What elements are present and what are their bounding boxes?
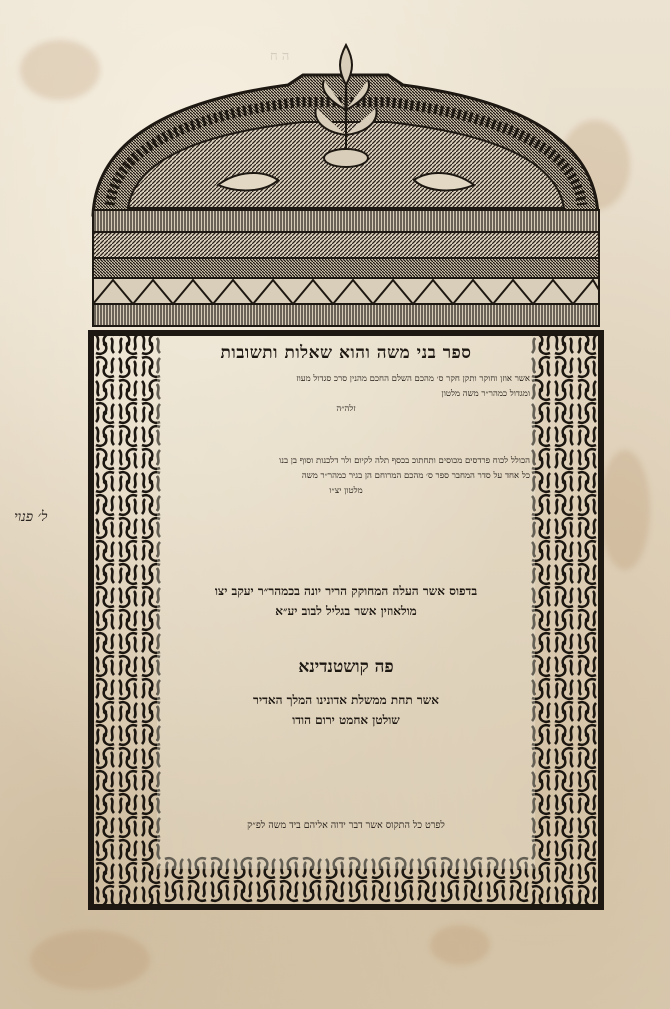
ruler-line: שולטן אחמט ירום הודו xyxy=(292,713,400,727)
frame-ornament xyxy=(96,748,114,768)
frame-ornament xyxy=(555,426,573,446)
author-line: ומגדול כמהר״ר משה מלטון xyxy=(441,389,530,399)
content-line: מלטון יצ״ו xyxy=(329,486,363,496)
printer-line: מולאוזין אשר בגליל לבוב יע״א xyxy=(275,604,417,618)
frame-ornament xyxy=(119,886,137,906)
frame-ornament xyxy=(578,357,596,377)
frame-ornament xyxy=(119,817,137,837)
frame-ornament xyxy=(119,725,137,745)
frame-ornament xyxy=(303,881,321,901)
paper-stain xyxy=(600,450,650,570)
frame-ornament xyxy=(578,380,596,400)
frame-ornament xyxy=(119,495,137,515)
frame-ornament xyxy=(119,564,137,584)
frame-ornament xyxy=(578,886,596,906)
author-line: אשר אוזן וחוקר ותקן חקר ס׳ מהכם השלם החכם מהנין סרכ סגדול מעוז xyxy=(296,374,530,384)
frame-ornament xyxy=(578,564,596,584)
author-line: זלה״ה xyxy=(336,404,356,414)
frame-ornament xyxy=(96,725,114,745)
frame-ornament xyxy=(578,495,596,515)
frame-ornament xyxy=(418,881,436,901)
frame-ornament xyxy=(555,518,573,538)
frame-ornament xyxy=(578,817,596,837)
frame-ornament xyxy=(119,771,137,791)
frame-ornament xyxy=(96,817,114,837)
frame-ornament xyxy=(464,881,482,901)
frame-ornament xyxy=(96,840,114,860)
handwritten-margin-note: ל׳ פנוי xyxy=(14,509,48,525)
frame-ornament xyxy=(165,881,183,901)
frame-ornament xyxy=(119,748,137,768)
frame-ornament xyxy=(119,840,137,860)
frame-ornament xyxy=(119,610,137,630)
frame-ornament xyxy=(578,840,596,860)
frame-ornament xyxy=(96,380,114,400)
frame-ornament xyxy=(96,564,114,584)
frame-ornament xyxy=(119,380,137,400)
frame-ornament xyxy=(119,863,137,883)
frame-ornament xyxy=(555,702,573,722)
ruler-line: אשר תחת ממשלת אדונינו המלך האדיר xyxy=(253,693,439,707)
frame-ornament xyxy=(96,541,114,561)
frame-ornament xyxy=(326,881,344,901)
frame-ornament xyxy=(578,748,596,768)
frame-ornament xyxy=(578,725,596,745)
frame-ornament xyxy=(555,449,573,469)
frame-ornament xyxy=(578,633,596,653)
frame-ornament xyxy=(234,881,252,901)
frame-ornament xyxy=(555,863,573,883)
frame-ornament xyxy=(555,357,573,377)
frame-ornament xyxy=(555,794,573,814)
frame-ornament xyxy=(578,426,596,446)
frame-ornament xyxy=(119,334,137,354)
frame-ornament xyxy=(119,449,137,469)
frame-ornament xyxy=(96,656,114,676)
frame-ornament xyxy=(555,679,573,699)
frame-ornament xyxy=(96,334,114,354)
paper-stain xyxy=(430,925,490,965)
frame-ornament xyxy=(349,881,367,901)
frame-ornament xyxy=(555,886,573,906)
frame-ornament xyxy=(119,472,137,492)
frame-ornament xyxy=(555,564,573,584)
frame-ornament xyxy=(578,472,596,492)
frame-ornament xyxy=(96,426,114,446)
frame-ornament xyxy=(555,840,573,860)
frame-ornament xyxy=(555,495,573,515)
frame-ornament xyxy=(119,679,137,699)
frame-ornament xyxy=(96,518,114,538)
frame-ornament xyxy=(555,541,573,561)
frame-ornament xyxy=(119,518,137,538)
frame-ornament xyxy=(395,881,413,901)
frame-ornament xyxy=(119,702,137,722)
frame-ornament xyxy=(142,886,160,906)
frame-ornament xyxy=(555,771,573,791)
frame-ornament xyxy=(211,881,229,901)
year-line: לפרט כל התקוס אשר דבר ידוה אליהם ביד משה לפ״ק xyxy=(247,820,445,831)
frame-ornament xyxy=(578,702,596,722)
print-city: פה קושטנדינא xyxy=(298,657,394,677)
printer-line: בדפוס אשר העלה המחוקק הריר יונה בכמהר״ר יעקב יצו xyxy=(214,584,478,598)
frame-ornament xyxy=(555,610,573,630)
frame-ornament xyxy=(578,449,596,469)
frame-ornament xyxy=(96,863,114,883)
frame-ornament xyxy=(555,656,573,676)
frame-ornament xyxy=(119,656,137,676)
frame-ornament xyxy=(280,881,298,901)
frame-ornament xyxy=(578,518,596,538)
frame-ornament xyxy=(555,725,573,745)
frame-ornament xyxy=(119,403,137,423)
frame-ornament xyxy=(555,587,573,607)
frame-ornament xyxy=(555,817,573,837)
frame-ornament xyxy=(578,794,596,814)
frame-ornament xyxy=(96,702,114,722)
frame-ornament xyxy=(555,403,573,423)
frame-ornament xyxy=(96,771,114,791)
frame-ornament xyxy=(96,495,114,515)
frame-ornament xyxy=(510,881,528,901)
frame-ornament xyxy=(257,881,275,901)
frame-ornament xyxy=(96,357,114,377)
paper-stain xyxy=(30,930,150,990)
frame-ornament xyxy=(578,656,596,676)
frame-ornament xyxy=(96,633,114,653)
content-line: הכולל לכוח פרדסים מכוסים ותחתוכ בכסף תלה לקיום ולר דלכנות וסוף בן בנו xyxy=(279,456,530,466)
frame-ornament xyxy=(578,403,596,423)
frame-ornament xyxy=(119,541,137,561)
content-line: כל אחד על סדר המחבר ספר ס׳ מהכם המרוחם הן בגיר כמהר״ר משה xyxy=(301,471,530,481)
frame-ornament xyxy=(578,610,596,630)
frame-ornament xyxy=(555,472,573,492)
frame-ornament xyxy=(96,794,114,814)
frame-ornament xyxy=(532,886,550,906)
frame-ornament xyxy=(555,334,573,354)
frame-ornament xyxy=(96,449,114,469)
frame-ornament xyxy=(578,863,596,883)
frame-ornament xyxy=(96,610,114,630)
book-title: ספר בני משה והוא שאלות ותשובות xyxy=(220,343,472,363)
frame-ornament xyxy=(119,633,137,653)
woodcut-headpiece xyxy=(88,40,604,330)
frame-ornament xyxy=(96,472,114,492)
frame-ornament xyxy=(578,334,596,354)
frame-ornament xyxy=(441,881,459,901)
frame-ornament xyxy=(96,587,114,607)
frame-ornament xyxy=(555,380,573,400)
frame-ornament xyxy=(188,881,206,901)
frame-ornament xyxy=(555,633,573,653)
frame-ornament xyxy=(578,771,596,791)
frame-ornament xyxy=(96,679,114,699)
frame-ornament xyxy=(119,426,137,446)
frame-ornament xyxy=(96,886,114,906)
frame-ornament xyxy=(555,748,573,768)
frame-ornament xyxy=(578,541,596,561)
show-through-text: ה ח xyxy=(270,49,290,64)
frame-ornament xyxy=(96,403,114,423)
frame-ornament xyxy=(119,587,137,607)
frame-ornament xyxy=(119,357,137,377)
frame-ornament xyxy=(487,881,505,901)
frame-ornament xyxy=(578,587,596,607)
frame-ornament xyxy=(119,794,137,814)
frame-ornament xyxy=(372,881,390,901)
frame-ornament xyxy=(578,679,596,699)
